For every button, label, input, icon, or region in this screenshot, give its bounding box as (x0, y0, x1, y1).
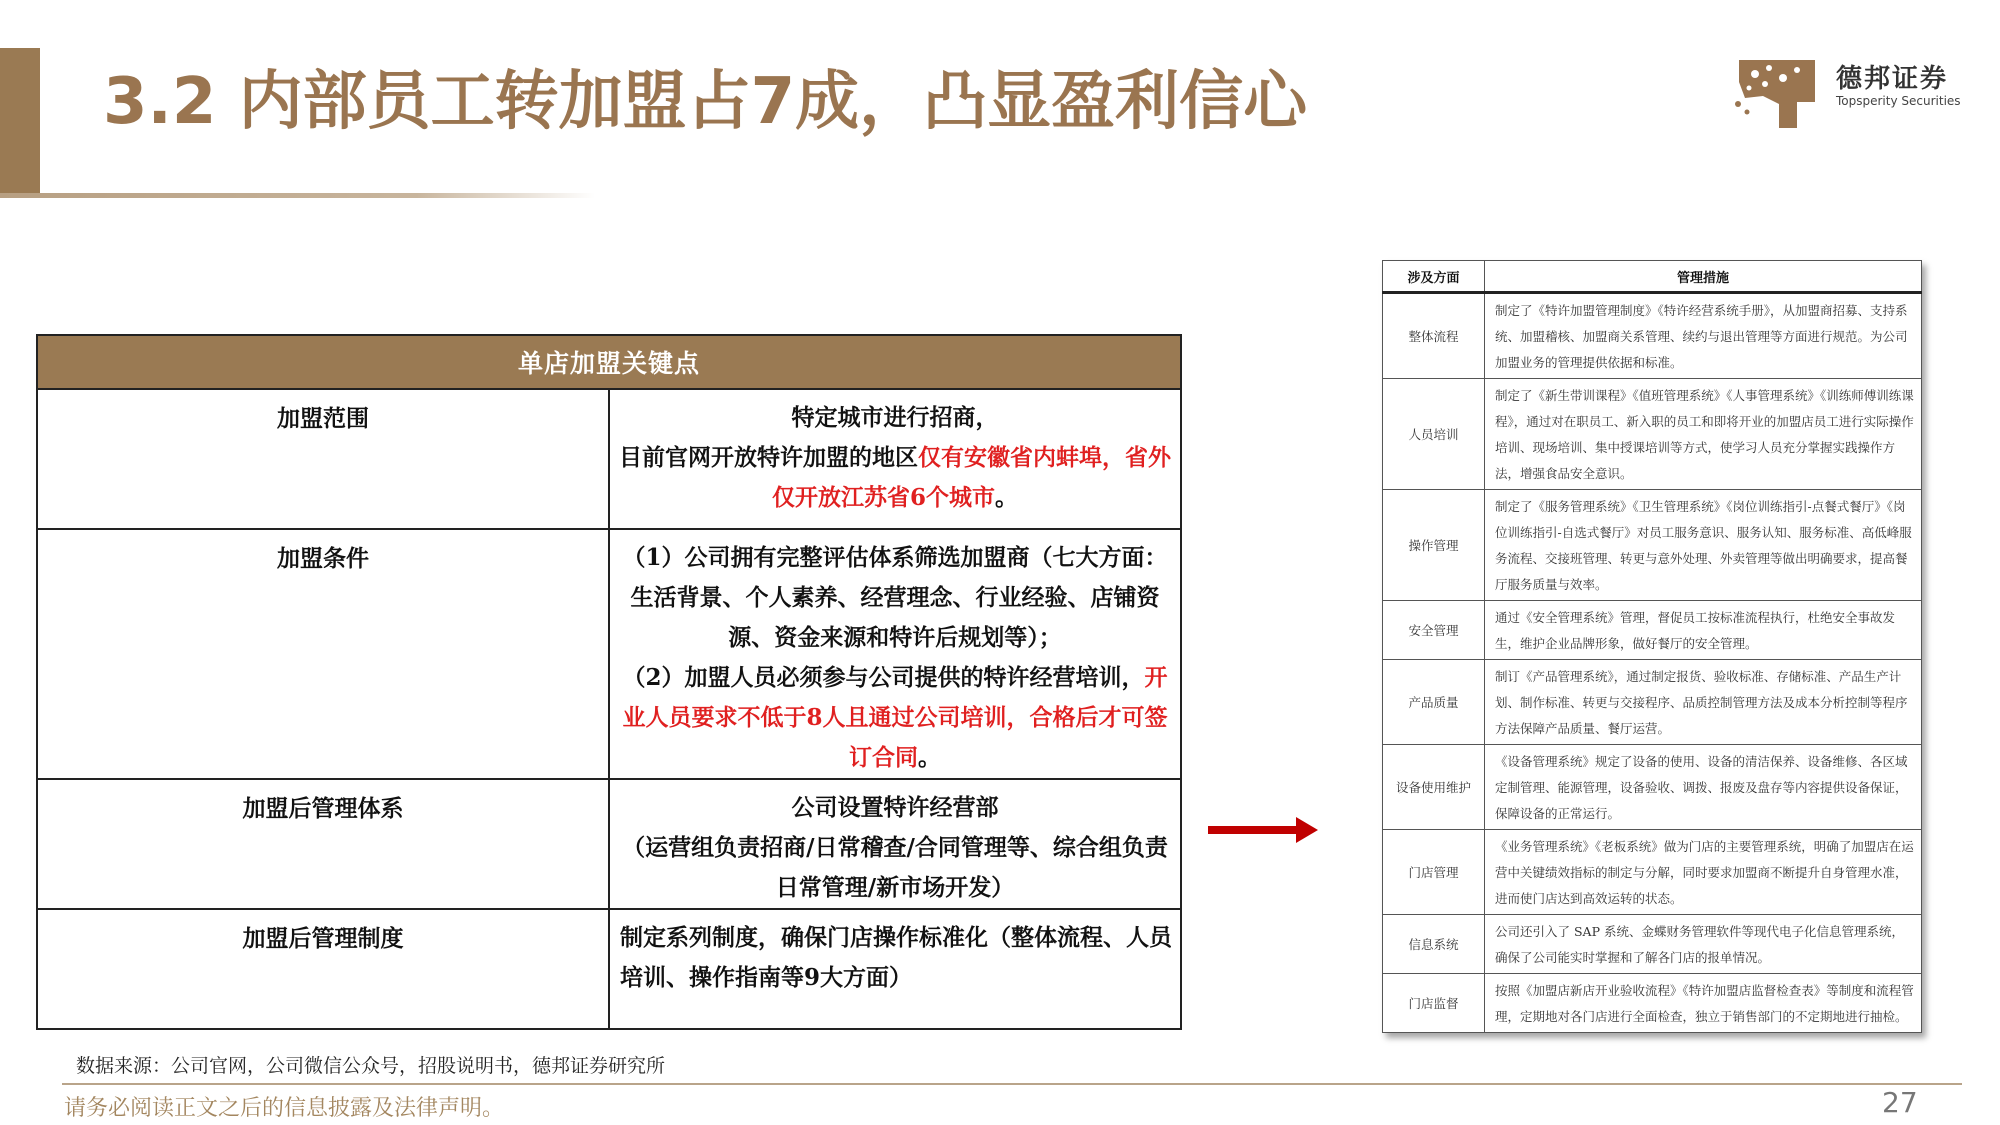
table-heading: 单店加盟关键点 (37, 335, 1181, 389)
disclaimer-note: 请务必阅读正文之后的信息披露及法律声明。 (64, 1096, 505, 1121)
table-row (37, 389, 1181, 529)
franchise-key-points-table (36, 334, 1182, 1030)
aspect-cell: 安全管理 (1383, 601, 1485, 660)
aspect-cell: 操作管理 (1383, 490, 1485, 601)
text-normal: 。 (918, 744, 941, 771)
row-label: 加盟范围 (37, 389, 609, 529)
leopard-logo-icon (1735, 52, 1819, 130)
measure-cell: 按照《加盟店新店开业验收流程》《特许加盟店监督检查表》等制度和流程管理，定期地对各门店进行全面检查，独立于销售部门的不定期地进行抽检。 (1485, 974, 1922, 1033)
management-measures-table (1382, 260, 1922, 1033)
page-number: 27 (1882, 1086, 1918, 1119)
text-normal: （2）加盟人员必须参与公司提供的特许经营培训， (622, 664, 1145, 691)
table-row (1383, 915, 1922, 974)
row-content (609, 529, 1181, 779)
table-row (37, 909, 1181, 1029)
measure-cell: 制定了《服务管理系统》《卫生管理系统》《岗位训练指引-点餐式餐厅》《岗位训练指引-自选式餐厅》对员工服务意识、服务认知、服务标准、高低峰服务流程、交接班管理、转更与意外处理、外卖管理等做出明确要求，提高餐厅服务质量与效率。 (1485, 490, 1922, 601)
aspect-cell: 信息系统 (1383, 915, 1485, 974)
logo-text-en: Topsperity Securities (1836, 94, 1961, 108)
table-row (1383, 379, 1922, 490)
table-row (1383, 660, 1922, 745)
content-line: 制定系列制度，确保门店操作标准化（整体流程、人员培训、操作指南等9大方面） (620, 924, 1172, 991)
aspect-cell: 产品质量 (1383, 660, 1485, 745)
title-underline (0, 193, 595, 198)
aspect-cell: 门店管理 (1383, 830, 1485, 915)
aspect-cell: 设备使用维护 (1383, 745, 1485, 830)
text-normal: 。 (995, 484, 1018, 511)
aspect-cell: 人员培训 (1383, 379, 1485, 490)
text-highlight: 开业人员要求不低于8人且通过公司培训，合格后才可签订合同 (622, 664, 1168, 771)
content-line (616, 438, 1174, 518)
brand-logo (1735, 52, 1965, 134)
table-row (1383, 490, 1922, 601)
right-arrow-icon (1208, 817, 1318, 843)
table-row (1383, 830, 1922, 915)
measure-cell: 制定了《新生带训课程》《值班管理系统》《人事管理系统》《训练师傅训练课程》，通过对在职员工、新入职的员工和即将开业的加盟店员工进行实际操作培训、现场培训、集中授课培训等方式，使学习人员充分掌握实践操作方法，增强食品安全意识。 (1485, 379, 1922, 490)
row-label: 加盟条件 (37, 529, 609, 779)
row-content (609, 909, 1181, 1029)
row-content (609, 389, 1181, 529)
content-line: （1）公司拥有完整评估体系筛选加盟商（七大方面：生活背景、个人素养、经营理念、行业经验、店铺资源、资金来源和特许后规划等）； (622, 544, 1168, 651)
logo-text-cn: 德邦证券 (1836, 64, 1949, 94)
content-line (616, 658, 1174, 778)
table-row (1383, 293, 1922, 379)
measure-cell: 公司还引入了 SAP 系统、金蝶财务管理软件等现代电子化信息管理系统，确保了公司能实时掌握和了解各门店的报单情况。 (1485, 915, 1922, 974)
aspect-cell: 整体流程 (1383, 293, 1485, 379)
column-header: 涉及方面 (1383, 261, 1485, 293)
management-measures-figure (1382, 260, 1922, 1033)
content-line: 特定城市进行招商， (791, 404, 999, 431)
measure-cell: 制订《产品管理系统》，通过制定报货、验收标准、存储标准、产品生产计划、制作标准、转更与交接程序、品质控制管理方法及成本分析控制等程序方法保障产品质量、餐厅运营。 (1485, 660, 1922, 745)
aspect-cell: 门店监督 (1383, 974, 1485, 1033)
content-line: （运营组负责招商/日常稽查/合同管理等、综合组负责日常管理/新市场开发） (622, 834, 1168, 901)
row-label: 加盟后管理体系 (37, 779, 609, 909)
table-row (1383, 974, 1922, 1033)
measure-cell: 制定了《特许加盟管理制度》《特许经营系统手册》，从加盟商招募、支持系统、加盟稽核、加盟商关系管理、续约与退出管理等方面进行规范。为公司加盟业务的管理提供依据和标准。 (1485, 293, 1922, 379)
table-row (37, 779, 1181, 909)
table-row (37, 529, 1181, 779)
page-title: 3.2 内部员工转加盟占7成，凸显盈利信心 (103, 65, 1308, 139)
column-header: 管理措施 (1485, 261, 1922, 293)
title-accent-bar (0, 48, 40, 196)
table-row (1383, 601, 1922, 660)
table-row (1383, 745, 1922, 830)
row-label: 加盟后管理制度 (37, 909, 609, 1029)
footer-divider (62, 1083, 1962, 1085)
text-normal: 目前官网开放特许加盟的地区 (619, 444, 918, 471)
text-highlight: 仅有安徽省内蚌埠，省外仅开放江苏省6个城市 (771, 444, 1171, 511)
row-content (609, 779, 1181, 909)
measure-cell: 《业务管理系统》《老板系统》做为门店的主要管理系统，明确了加盟店在运营中关键绩效指标的制定与分解，同时要求加盟商不断提升自身管理水准，进而使门店达到高效运转的状态。 (1485, 830, 1922, 915)
content-line: 公司设置特许经营部 (791, 794, 999, 821)
measure-cell: 通过《安全管理系统》管理，督促员工按标准流程执行，杜绝安全事故发生，维护企业品牌形象，做好餐厅的安全管理。 (1485, 601, 1922, 660)
data-source-note: 数据来源：公司官网，公司微信公众号，招股说明书，德邦证券研究所 (76, 1055, 666, 1077)
measure-cell: 《设备管理系统》规定了设备的使用、设备的清洁保养、设备维修、各区域定制管理、能源管理，设备验收、调拨、报废及盘存等内容提供设备保证，保障设备的正常运行。 (1485, 745, 1922, 830)
